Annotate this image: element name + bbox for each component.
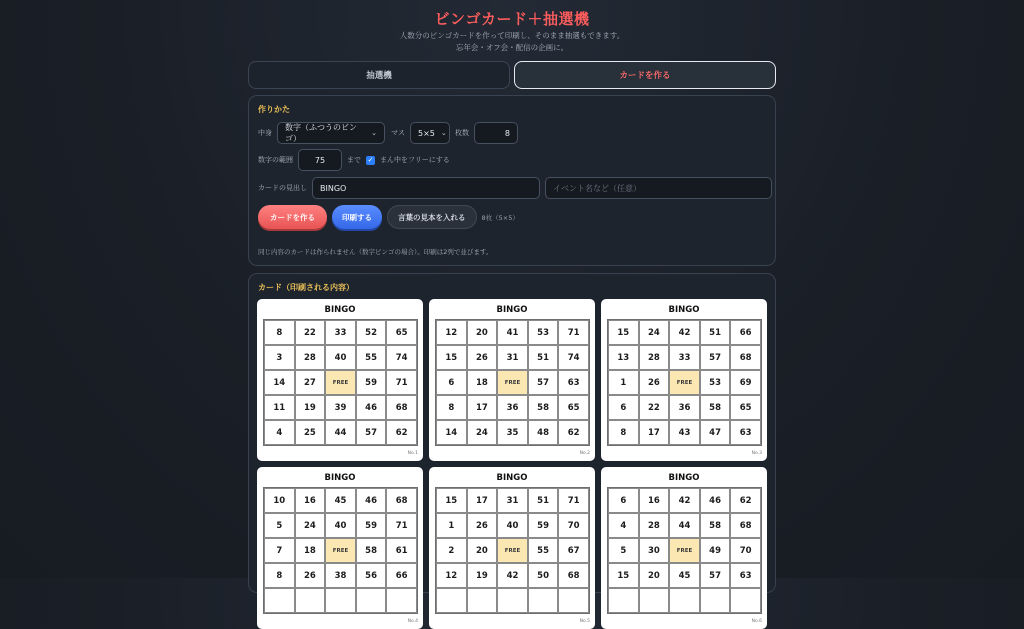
number-cell: 4 bbox=[264, 420, 295, 445]
number-cell: 70 bbox=[730, 538, 761, 563]
number-cell: 40 bbox=[497, 513, 528, 538]
page-header bbox=[0, 0, 1024, 54]
number-cell: 63 bbox=[730, 563, 761, 588]
number-cell: 42 bbox=[669, 320, 700, 345]
number-cell: 50 bbox=[528, 563, 559, 588]
card-grid-cells bbox=[263, 487, 418, 614]
free-cell: FREE bbox=[497, 538, 528, 563]
content-select[interactable] bbox=[277, 122, 385, 144]
number-cell: 18 bbox=[467, 370, 498, 395]
number-cell: 6 bbox=[608, 395, 639, 420]
number-cell: 57 bbox=[528, 370, 559, 395]
number-cell: 42 bbox=[497, 563, 528, 588]
number-cell: 30 bbox=[639, 538, 670, 563]
number-cell: 62 bbox=[386, 420, 417, 445]
number-cell: 19 bbox=[467, 563, 498, 588]
number-cell: 35 bbox=[497, 420, 528, 445]
number-cell: 46 bbox=[356, 395, 387, 420]
number-cell: 57 bbox=[356, 420, 387, 445]
number-cell: 17 bbox=[639, 420, 670, 445]
number-cell: 56 bbox=[356, 563, 387, 588]
number-cell: 40 bbox=[325, 513, 356, 538]
number-cell: 58 bbox=[700, 513, 731, 538]
number-cell: 51 bbox=[528, 488, 559, 513]
number-cell: 1 bbox=[436, 513, 467, 538]
free-cell: FREE bbox=[669, 538, 700, 563]
number-cell: 16 bbox=[295, 488, 326, 513]
number-cell: 71 bbox=[558, 488, 589, 513]
number-cell: 62 bbox=[558, 420, 589, 445]
card-number: No.2 bbox=[579, 451, 590, 456]
card-number: No.3 bbox=[751, 451, 762, 456]
page-subtitle bbox=[0, 30, 1024, 54]
number-cell: 24 bbox=[467, 420, 498, 445]
number-cell: 53 bbox=[700, 370, 731, 395]
number-cell: 27 bbox=[295, 370, 326, 395]
card-title: BINGO bbox=[668, 305, 700, 315]
number-cell: 57 bbox=[700, 563, 731, 588]
number-cell: 10 bbox=[264, 488, 295, 513]
number-cell: 43 bbox=[669, 420, 700, 445]
number-cell: 26 bbox=[467, 345, 498, 370]
card-count-info: 8枚（5×5） bbox=[481, 213, 519, 222]
number-cell bbox=[386, 588, 417, 613]
number-cell: 28 bbox=[639, 345, 670, 370]
number-cell bbox=[639, 588, 670, 613]
number-cell: 12 bbox=[436, 320, 467, 345]
page-title: ビンゴカード＋抽選機 bbox=[434, 10, 590, 28]
number-cell: 25 bbox=[295, 420, 326, 445]
mode-tabs bbox=[248, 61, 776, 89]
number-cell: 63 bbox=[730, 420, 761, 445]
number-cell bbox=[325, 588, 356, 613]
number-cell: 26 bbox=[467, 513, 498, 538]
number-cell bbox=[264, 588, 295, 613]
number-cell: 71 bbox=[386, 370, 417, 395]
free-cell: FREE bbox=[669, 370, 700, 395]
number-cell: 26 bbox=[639, 370, 670, 395]
number-cell: 36 bbox=[669, 395, 700, 420]
card-number: No.4 bbox=[407, 619, 418, 624]
subtitle-line-1: 人数分のビンゴカードを作って印刷し、そのまま抽選もできます。 bbox=[399, 31, 625, 40]
number-cell: 63 bbox=[558, 370, 589, 395]
free-center-checkbox[interactable]: ✓ bbox=[367, 156, 374, 164]
chevron-down-icon: ⌄ bbox=[371, 129, 377, 137]
number-cell: 8 bbox=[436, 395, 467, 420]
content-label: 中身 bbox=[258, 129, 272, 137]
number-cell: 42 bbox=[669, 488, 700, 513]
make-cards-button[interactable]: カードを作る bbox=[258, 205, 327, 229]
number-cell: 67 bbox=[558, 538, 589, 563]
number-cell: 39 bbox=[325, 395, 356, 420]
number-cell: 74 bbox=[558, 345, 589, 370]
number-cell: 58 bbox=[356, 538, 387, 563]
number-cell: 12 bbox=[436, 563, 467, 588]
size-label: マス bbox=[391, 129, 405, 137]
number-cell: 15 bbox=[608, 320, 639, 345]
settings-panel bbox=[248, 95, 776, 266]
number-cell: 24 bbox=[295, 513, 326, 538]
card-title: BINGO bbox=[668, 473, 700, 483]
card-grid-cells bbox=[263, 319, 418, 446]
number-cell: 28 bbox=[295, 345, 326, 370]
number-cell: 4 bbox=[608, 513, 639, 538]
number-cell: 45 bbox=[669, 563, 700, 588]
free-cell: FREE bbox=[325, 538, 356, 563]
bingo-card bbox=[429, 299, 595, 461]
tab-lottery[interactable]: 抽選機 bbox=[248, 61, 510, 89]
count-label: 枚数 bbox=[455, 129, 469, 137]
range-label: 数字の範囲 bbox=[258, 156, 293, 164]
number-cell: 65 bbox=[386, 320, 417, 345]
number-cell: 66 bbox=[730, 320, 761, 345]
number-cell: 20 bbox=[467, 320, 498, 345]
number-cell: 31 bbox=[497, 488, 528, 513]
number-cell: 59 bbox=[356, 370, 387, 395]
number-cell: 33 bbox=[669, 345, 700, 370]
card-grid-cells bbox=[435, 487, 590, 614]
number-cell: 68 bbox=[558, 563, 589, 588]
number-cell: 1 bbox=[608, 370, 639, 395]
number-cell: 22 bbox=[295, 320, 326, 345]
number-cell: 45 bbox=[325, 488, 356, 513]
number-cell bbox=[356, 588, 387, 613]
number-cell bbox=[295, 588, 326, 613]
number-cell: 18 bbox=[295, 538, 326, 563]
number-cell: 47 bbox=[700, 420, 731, 445]
number-cell: 58 bbox=[528, 395, 559, 420]
number-cell: 28 bbox=[639, 513, 670, 538]
number-cell: 46 bbox=[700, 488, 731, 513]
number-cell: 7 bbox=[264, 538, 295, 563]
bingo-card bbox=[257, 299, 423, 461]
chevron-down-icon: ⌄ bbox=[440, 129, 447, 137]
number-cell: 14 bbox=[264, 370, 295, 395]
number-cell: 59 bbox=[528, 513, 559, 538]
number-cell: 15 bbox=[436, 345, 467, 370]
card-title: BINGO bbox=[496, 473, 528, 483]
card-grid-cells bbox=[435, 319, 590, 446]
number-cell: 20 bbox=[467, 538, 498, 563]
subtitle-line-2: 忘年会・オフ会・配信の企画に。 bbox=[455, 43, 569, 52]
number-cell bbox=[608, 588, 639, 613]
settings-row-3 bbox=[258, 177, 772, 199]
number-cell: 68 bbox=[386, 488, 417, 513]
number-cell: 59 bbox=[356, 513, 387, 538]
cards-panel bbox=[248, 273, 776, 624]
number-cell: 15 bbox=[608, 563, 639, 588]
size-select[interactable] bbox=[410, 122, 450, 144]
number-cell: 44 bbox=[325, 420, 356, 445]
number-cell: 69 bbox=[730, 370, 761, 395]
number-cell: 14 bbox=[436, 420, 467, 445]
card-number: No.5 bbox=[579, 619, 590, 624]
free-cell: FREE bbox=[497, 370, 528, 395]
number-cell: 17 bbox=[467, 395, 498, 420]
number-cell: 68 bbox=[730, 513, 761, 538]
number-cell: 46 bbox=[356, 488, 387, 513]
number-cell: 6 bbox=[608, 488, 639, 513]
number-cell: 13 bbox=[608, 345, 639, 370]
number-cell: 15 bbox=[436, 488, 467, 513]
settings-row-2 bbox=[258, 149, 450, 171]
cards-title: カード（印刷される内容） bbox=[258, 283, 354, 292]
number-cell: 5 bbox=[264, 513, 295, 538]
number-cell: 53 bbox=[528, 320, 559, 345]
number-cell: 5 bbox=[608, 538, 639, 563]
number-cell: 8 bbox=[608, 420, 639, 445]
number-cell: 24 bbox=[639, 320, 670, 345]
number-cell: 55 bbox=[356, 345, 387, 370]
number-cell bbox=[558, 588, 589, 613]
card-grid-cells bbox=[607, 319, 762, 446]
bingo-card bbox=[257, 467, 423, 629]
number-cell: 2 bbox=[436, 538, 467, 563]
size-select-value: 5×5 bbox=[418, 128, 435, 138]
heading-label: カードの見出し bbox=[258, 184, 307, 192]
insert-sample-words-button[interactable]: 言葉の見本を入れる bbox=[387, 205, 477, 229]
number-cell: 11 bbox=[264, 395, 295, 420]
number-cell: 38 bbox=[325, 563, 356, 588]
card-grid-cells bbox=[607, 487, 762, 614]
number-cell: 44 bbox=[669, 513, 700, 538]
number-cell: 6 bbox=[436, 370, 467, 395]
number-cell: 36 bbox=[497, 395, 528, 420]
number-cell: 51 bbox=[528, 345, 559, 370]
settings-actions bbox=[258, 205, 519, 229]
number-cell: 71 bbox=[386, 513, 417, 538]
number-cell bbox=[436, 588, 467, 613]
card-title: BINGO bbox=[324, 305, 356, 315]
number-cell: 17 bbox=[467, 488, 498, 513]
number-cell: 3 bbox=[264, 345, 295, 370]
number-cell: 68 bbox=[730, 345, 761, 370]
card-number: No.6 bbox=[751, 619, 762, 624]
number-cell: 57 bbox=[700, 345, 731, 370]
free-cell: FREE bbox=[325, 370, 356, 395]
number-cell: 20 bbox=[639, 563, 670, 588]
number-cell: 48 bbox=[528, 420, 559, 445]
number-cell bbox=[730, 588, 761, 613]
settings-title: 作りかた bbox=[258, 105, 290, 114]
settings-row-1 bbox=[258, 122, 518, 144]
card-grid bbox=[257, 299, 767, 629]
settings-note: 同じ内容のカードは作られません（数字ビンゴの場合）。印刷は2列で並びます。 bbox=[258, 248, 493, 256]
count-input[interactable]: 8 bbox=[474, 122, 518, 144]
card-title: BINGO bbox=[496, 305, 528, 315]
number-cell bbox=[669, 588, 700, 613]
number-cell: 65 bbox=[730, 395, 761, 420]
card-title: BINGO bbox=[324, 473, 356, 483]
number-cell bbox=[467, 588, 498, 613]
number-cell: 16 bbox=[639, 488, 670, 513]
card-number: No.1 bbox=[407, 451, 418, 456]
number-cell: 8 bbox=[264, 320, 295, 345]
number-cell: 40 bbox=[325, 345, 356, 370]
tab-make-cards[interactable]: カードを作る bbox=[514, 61, 776, 89]
number-cell bbox=[528, 588, 559, 613]
bingo-card bbox=[601, 299, 767, 461]
number-cell: 71 bbox=[558, 320, 589, 345]
number-cell: 58 bbox=[700, 395, 731, 420]
number-cell: 49 bbox=[700, 538, 731, 563]
range-suffix: まで bbox=[347, 156, 361, 164]
number-cell: 31 bbox=[497, 345, 528, 370]
number-cell: 74 bbox=[386, 345, 417, 370]
number-cell: 61 bbox=[386, 538, 417, 563]
content-select-value: 数字（ふつうのビンゴ） bbox=[285, 123, 357, 143]
bingo-card bbox=[429, 467, 595, 629]
free-center-label: まん中をフリーにする bbox=[380, 156, 450, 164]
number-cell: 62 bbox=[730, 488, 761, 513]
number-cell: 52 bbox=[356, 320, 387, 345]
bingo-card bbox=[601, 467, 767, 629]
number-cell: 66 bbox=[386, 563, 417, 588]
number-cell: 68 bbox=[386, 395, 417, 420]
range-input[interactable]: 75 bbox=[298, 149, 342, 171]
number-cell: 19 bbox=[295, 395, 326, 420]
heading-input[interactable]: BINGO bbox=[312, 177, 540, 199]
number-cell: 22 bbox=[639, 395, 670, 420]
number-cell: 41 bbox=[497, 320, 528, 345]
number-cell: 65 bbox=[558, 395, 589, 420]
number-cell: 26 bbox=[295, 563, 326, 588]
number-cell: 51 bbox=[700, 320, 731, 345]
number-cell: 70 bbox=[558, 513, 589, 538]
event-name-input[interactable]: イベント名など（任意） bbox=[545, 177, 772, 199]
number-cell bbox=[497, 588, 528, 613]
number-cell: 55 bbox=[528, 538, 559, 563]
number-cell: 8 bbox=[264, 563, 295, 588]
number-cell bbox=[700, 588, 731, 613]
print-button[interactable]: 印刷する bbox=[332, 205, 382, 229]
number-cell: 33 bbox=[325, 320, 356, 345]
